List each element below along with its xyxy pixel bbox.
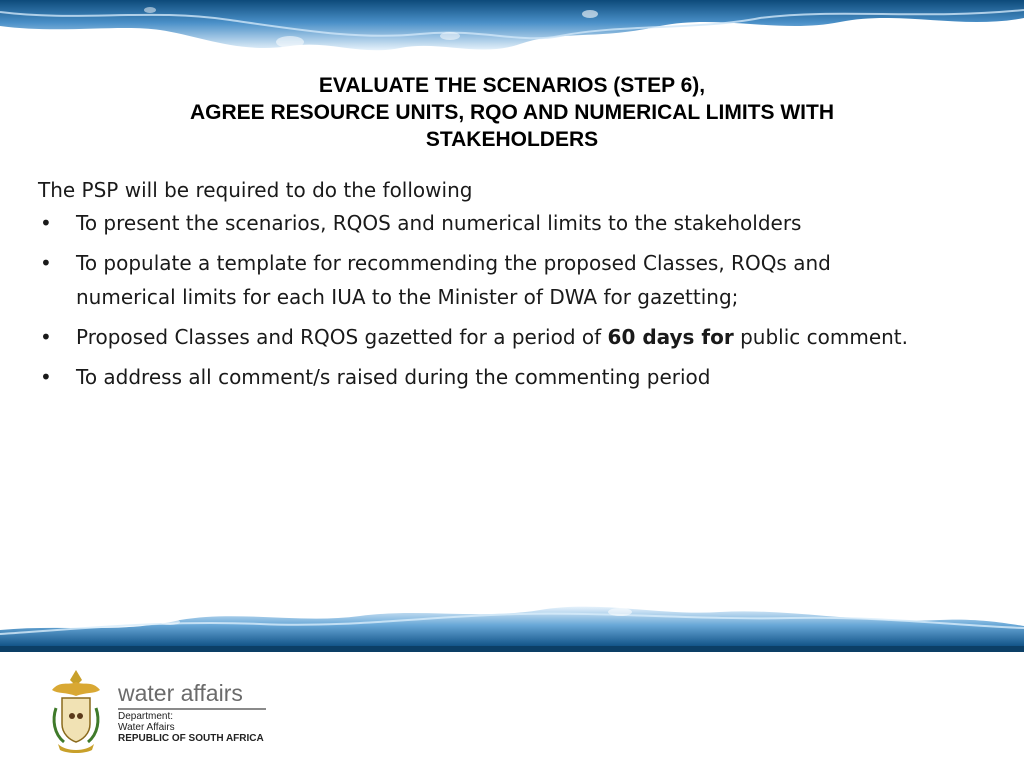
bullet-text-before: Proposed Classes and RQOS gazetted for a period of — [76, 325, 608, 349]
bullet-item — [38, 246, 928, 314]
country-name: REPUBLIC OF SOUTH AFRICA — [118, 733, 264, 744]
intro-text: The PSP will be required to do the following — [38, 178, 473, 202]
department-block — [118, 711, 264, 744]
coat-of-arms-icon — [46, 664, 106, 754]
bullet-text-after: public comment. — [733, 325, 909, 349]
bullet-icon: • — [40, 325, 52, 349]
department-label: Department: — [118, 711, 174, 722]
footer — [0, 652, 1024, 768]
bullet-item — [38, 320, 928, 354]
bullet-list — [38, 206, 928, 394]
water-banner-bottom — [0, 590, 1024, 652]
bullet-item — [38, 206, 928, 240]
slide-body — [38, 174, 928, 400]
slide-title — [40, 72, 984, 153]
bullet-icon: • — [40, 211, 52, 235]
brand-name: water affairs — [118, 680, 243, 706]
title-line-2: AGREE RESOURCE UNITS, RQO AND NUMERICAL LIMITS WITH — [189, 101, 834, 124]
bullet-icon: • — [40, 365, 52, 389]
bullet-icon: • — [40, 251, 52, 275]
title-line-1: EVALUATE THE SCENARIOS (STEP 6), — [318, 74, 706, 97]
department-name: Water Affairs — [118, 722, 175, 733]
bullet-item — [38, 360, 928, 394]
bullet-text: To populate a template for recommending the proposed Classes, ROQs and numerical limits for each IUA to the Minister of DWA for gazetting; — [76, 251, 831, 309]
bullet-text: To present the scenarios, RQOS and numerical limits to the stakeholders — [76, 211, 802, 235]
bullet-text: To address all comment/s raised during the commenting period — [76, 365, 711, 389]
brand-divider — [118, 708, 266, 710]
water-banner-top — [0, 0, 1024, 78]
title-line-3: STAKEHOLDERS — [425, 128, 599, 151]
bullet-text-bold: 60 days for — [607, 325, 734, 349]
